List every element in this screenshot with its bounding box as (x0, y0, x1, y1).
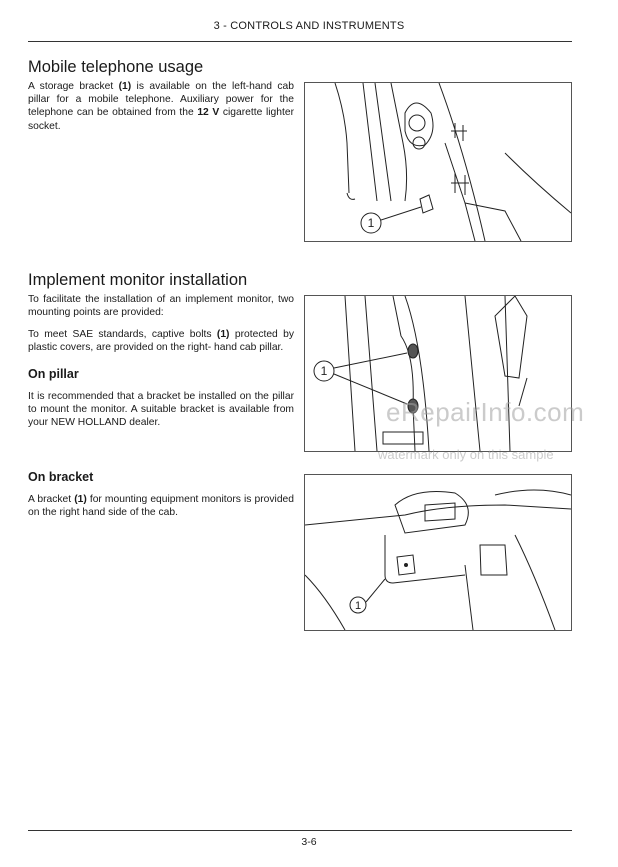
figure-captive-bolts (304, 295, 572, 452)
watermark-text: eRepairInfo.com (386, 397, 585, 427)
section-title-mobile-telephone: Mobile telephone usage (28, 58, 204, 76)
footer-rule (28, 830, 572, 831)
captive-bolts-paragraph: To meet SAE standards, captive bolts (1) protected by plastic covers, are provided on the right- hand cab pillar. (28, 329, 294, 354)
running-header: 3 - CONTROLS AND INSTRUMENTS (213, 20, 405, 32)
monitor-bracket-callout: 1 (354, 600, 362, 612)
storage-bracket-illustration (305, 83, 571, 241)
figure-storage-bracket (304, 82, 572, 242)
implement-monitor-intro: To facilitate the installation of an implement monitor, two mounting points are provided: (28, 294, 294, 319)
monitor-bracket-illustration (305, 475, 571, 630)
on-bracket-paragraph: A bracket (1) for mounting equipment monitors is provided on the right hand side of the cab. (28, 494, 294, 519)
page-number: 3-6 (301, 836, 317, 848)
mobile-telephone-paragraph: A storage bracket (1) is available on the left-hand cab pillar for a mobile telephone. Auxiliary power for the telephone can be obtained from the 12 V cigarette lighter socket. (28, 81, 295, 132)
watermark-subtext: watermark only on this sample (378, 447, 554, 462)
storage-bracket-callout: 1 (367, 216, 375, 230)
header-rule (28, 41, 572, 42)
subsection-title-on-bracket: On bracket (28, 470, 94, 484)
figure-monitor-bracket (304, 474, 572, 631)
subsection-title-on-pillar: On pillar (28, 367, 79, 381)
on-pillar-paragraph: It is recommended that a bracket be installed on the pillar to mount the monitor. A suitable bracket is available from your NEW HOLLAND dealer. (28, 391, 294, 429)
section-title-implement-monitor: Implement monitor installation (28, 271, 248, 289)
captive-bolts-callout: 1 (320, 364, 328, 378)
